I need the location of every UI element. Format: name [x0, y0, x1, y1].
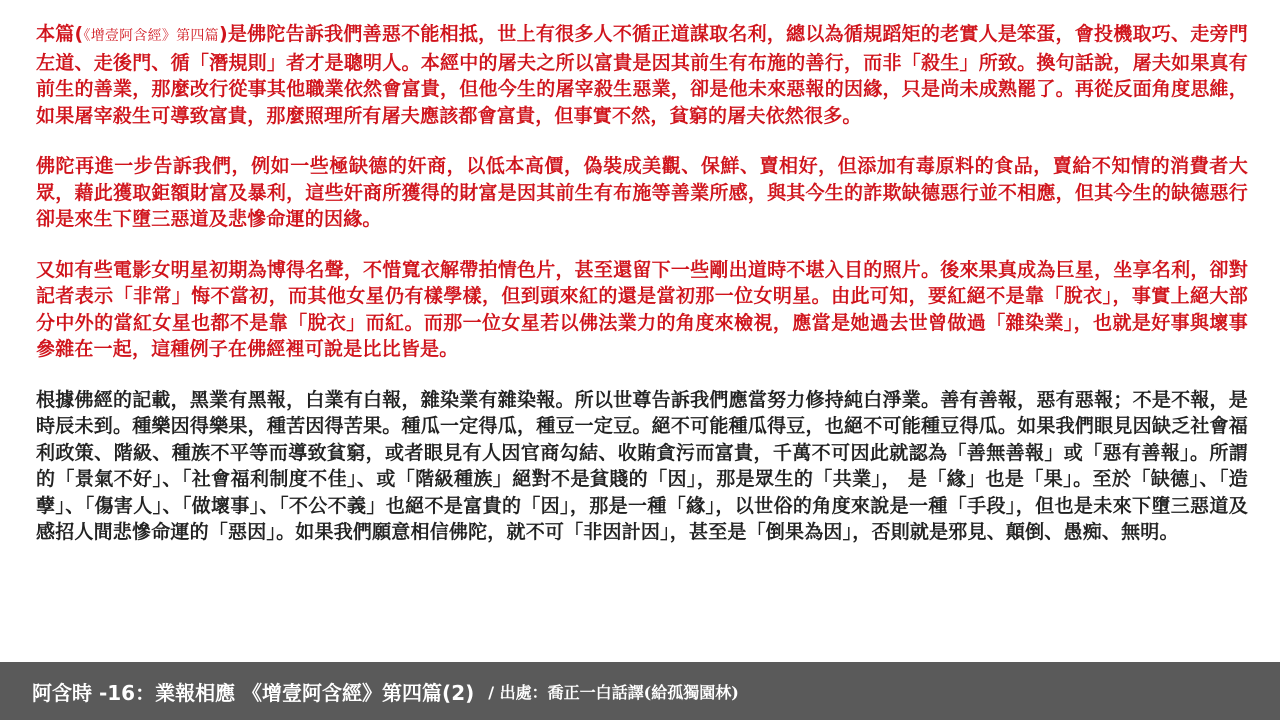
paragraph-1: [36, 21, 1248, 129]
paragraph-3: 又如有些電影女明星初期為博得名聲，不惜寬衣解帶拍情色片，甚至還留下一些剛出道時不堪入目的照片。後來果真成為巨星，坐享名利，卻對記者表示「非常」悔不當初，而其他女星仍有樣學樣，但到頭來紅的還是當初那一位女明星。由此可知，要紅絕不是靠「脫衣」，事實上絕大部分中外的當紅女星也都不是靠「脫衣」而紅。而那一位女星若以佛法業力的角度來檢視，應當是她過去世曾做過「雜染業」，也就是好事與壞事參雜在一起，這種例子在佛經裡可說是比比皆是。: [36, 258, 1248, 360]
sutra-reference-note: 《增壹阿含經》第四篇: [83, 28, 219, 44]
paragraph-1-text: )是佛陀告訴我們善惡不能相抵，世上有很多人不循正道謀取名利，總以為循規蹈矩的老實人是笨蛋，會投機取巧、走旁門左道、走後門、循「潛規則」者才是聰明人。本經中的屠夫之所以富貴是因其前生有布施的善行，而非「殺生」所致。換句話說，屠夫如果真有前生的善業，那麼改行從事其他職業依然會富貴，但他今生的屠宰殺生惡業，卻是他未來惡報的因緣，只是尚未成熟罷了。再從反面角度思維，如果屠宰殺生可導致富貴，那麼照理所有屠夫應該都會富貴，但事實不然，貧窮的屠夫依然很多。: [36, 23, 1248, 127]
paragraph-2: 佛陀再進一步告訴我們，例如一些極缺德的奸商，以低本高價，偽裝成美觀、保鮮、賣相好，但添加有毒原料的食品，賣給不知情的消費者大眾，藉此獲取鉅額財富及暴利，這些奸商所獲得的財富是因其前生有布施等善業所感，與其今生的詐欺缺德惡行並不相應，但其今生的缺德惡行卻是來生下墮三惡道及悲慘命運的因緣。: [36, 155, 1248, 230]
article-body: [36, 21, 1248, 570]
footer-title: 阿含時 -16：業報相應 《增壹阿含經》第四篇(2): [32, 680, 475, 705]
paragraph-1-prefix: 本篇(: [36, 23, 84, 45]
footer-source: / 出處：喬正一白話譯(給孤獨園林): [488, 682, 739, 702]
footer-bar: [0, 662, 1280, 720]
paragraph-4: 根據佛經的記載，黑業有黑報，白業有白報，雜染業有雜染報。所以世尊告訴我們應當努力修持純白淨業。善有善報，惡有惡報；不是不報，是時辰未到。種樂因得樂果，種苦因得苦果。種瓜一定得瓜，種豆一定豆。絕不可能種瓜得豆，也絕不可能種豆得瓜。如果我們眼見因缺乏社會福利政策、階級、種族不平等而導致貧窮，或者眼見有人因官商勾結、收賄貪污而富貴，千萬不可因此就認為「善無善報」或「惡有善報」。所謂的「景氣不好」、「社會福利制度不佳」、或「階級種族」絕對不是貧賤的「因」，那是眾生的「共業」， 是「緣」也是「果」。至於「缺德」、「造孽」、「傷害人」、「做壞事」、「不公不義」也絕不是富貴的「因」，那是一種「緣」，以世俗的角度來說是一種「手段」，但也是未來下墮三惡道及感招人間悲慘命運的「惡因」。如果我們願意相信佛陀，就不可「非因計因」，甚至是「倒果為因」，否則就是邪見、顛倒、愚痴、無明。: [36, 388, 1248, 543]
